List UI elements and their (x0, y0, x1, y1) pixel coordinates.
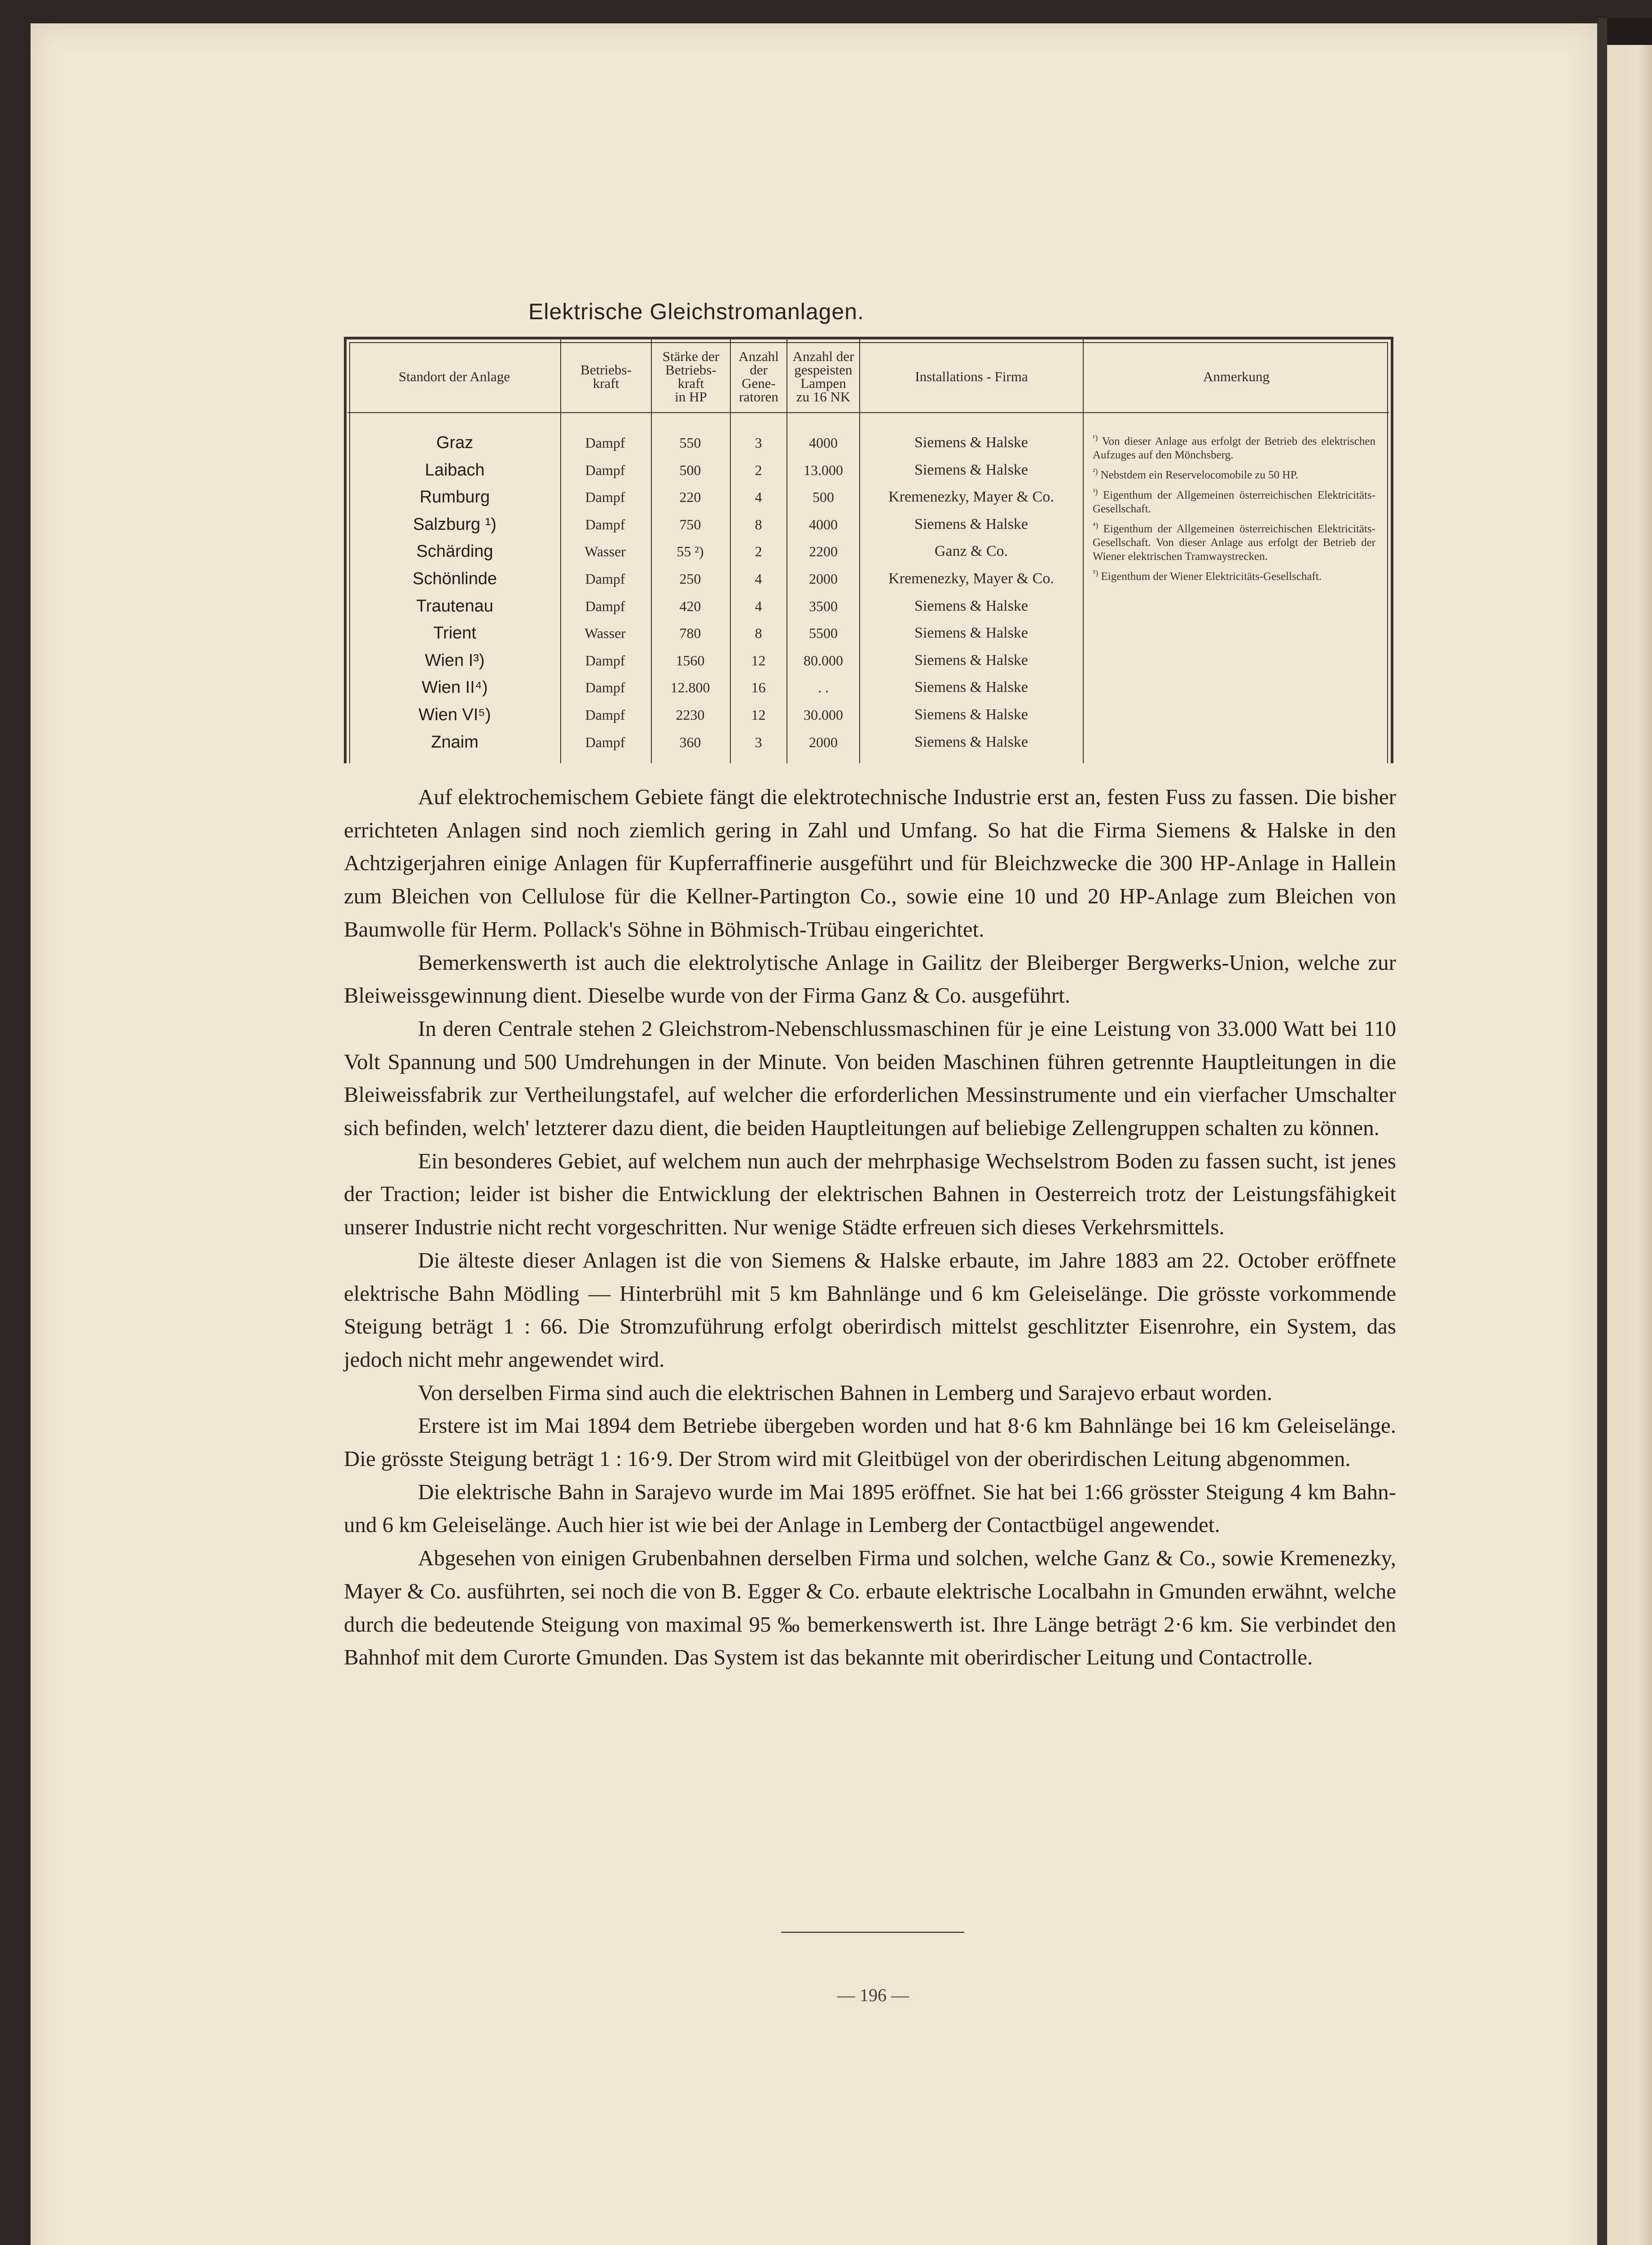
place-cell: Schärding (416, 542, 493, 561)
header-lampen: Anzahl der gespeisten Lampen zu 16 NK (792, 348, 854, 405)
hp-cell: 360 (679, 734, 701, 750)
betriebskraft-cell: Dampf (585, 707, 625, 723)
betriebskraft-cell: Dampf (585, 571, 625, 587)
note: $^{^4)}$ Eigenthum der Allgemeinen österreichischen Elektricitäts-Gesellschaft. Von dieser Anlage aus erfolgt der Betrieb der Wiener elektrischen Tramwaystrecken. (1093, 520, 1375, 563)
closing-rule (781, 1932, 964, 1933)
body-text (344, 780, 1396, 1674)
paragraph: Von derselben Firma sind auch die elektrischen Bahnen in Lemberg und Sarajevo erbaut worden. (418, 1380, 1273, 1405)
firma-cell: Siemens & Halske (914, 461, 1028, 478)
generatoren-cell: 3 (755, 435, 762, 451)
lampen-cell: 80.000 (804, 652, 843, 669)
lampen-cell: . . (818, 679, 829, 696)
place-cell: Trient (433, 624, 476, 643)
generatoren-cell: 4 (755, 489, 762, 506)
header-generatoren: Anzahl der Gene- ratoren (738, 348, 779, 405)
place-cell: Wien VI⁵) (418, 705, 491, 724)
paragraph: Ein besonderes Gebiet, auf welchem nun auch der mehrphasige Wechselstrom Boden zu fassen sucht, ist jenes der Traction; leider ist bisher die Entwicklung der elektrischen Bahnen in Oesterreich trotz der Leistungsfähigkeit unserer Industrie nicht recht vorgeschritten. Nur wenige Städte erfreuen sich dieses Verkehrsmittels. (344, 1148, 1396, 1240)
betriebskraft-cell: Dampf (585, 435, 625, 451)
hp-cell: 1560 (676, 652, 705, 669)
paragraph: Bemerkenswerth ist auch die elektrolytische Anlage in Gailitz der Bleiberger Bergwerks-Union, welche zur Bleiweissgewinnung dient. Dieselbe wurde von der Firma Ganz & Co. ausgeführt. (344, 950, 1396, 1008)
hp-cell: 550 (679, 435, 701, 451)
place-cell: Laibach (425, 460, 485, 480)
lampen-cell: 2000 (809, 734, 838, 750)
header-firma: Installations - Firma (915, 369, 1028, 384)
firma-cell: Siemens & Halske (914, 625, 1028, 642)
firma-cell: Siemens & Halske (914, 434, 1028, 451)
hp-cell: 420 (679, 598, 701, 614)
generatoren-cell: 12 (751, 652, 766, 669)
betriebskraft-cell: Dampf (585, 462, 625, 478)
betriebskraft-cell: Wasser (584, 625, 626, 642)
table-title: Elektrische Gleichstromanlagen. (528, 299, 864, 324)
firma-cell: Kremenezky, Mayer & Co. (888, 570, 1054, 587)
lampen-cell: 500 (813, 489, 834, 506)
place-cell: Znaim (431, 732, 479, 752)
hp-cell: 750 (679, 516, 701, 533)
generatoren-cell: 2 (755, 543, 762, 560)
lampen-cell: 30.000 (804, 707, 843, 723)
generatoren-cell: 16 (751, 679, 766, 696)
betriebskraft-cell: Dampf (585, 516, 625, 533)
generatoren-cell: 8 (755, 516, 762, 533)
page-number: — 196 — (837, 1985, 909, 2005)
betriebskraft-cell: Dampf (585, 598, 625, 614)
place-cell: Trautenau (416, 596, 493, 616)
firma-cell: Siemens & Halske (914, 651, 1028, 669)
header-standort: Standort der Anlage (399, 369, 510, 384)
hp-cell: 250 (679, 571, 701, 587)
place-cell: Graz (436, 433, 474, 452)
firma-cell: Siemens & Halske (914, 597, 1028, 614)
paragraph: Die elektrische Bahn in Sarajevo wurde im Mai 1895 eröffnet. Sie hat bei 1:66 grösster Steigung 4 km Bahn- und 6 km Geleiselänge. Auch hier ist wie bei der Anlage in Lemberg der Contactbügel angewendet. (344, 1479, 1396, 1537)
paragraph: In deren Centrale stehen 2 Gleichstrom-Nebenschlussmaschinen für je eine Leistung von 33.000 Watt bei 110 Volt Spannung und 500 Umdrehungen in der Minute. Von beiden Maschinen führen getrennte Hauptleitungen in die Bleiweissfabrik zur Vertheilungstafel, auf welcher die erforderlichen Messinstrumente und ein vierfacher Umschalter sich befinden, welch' letzterer dazu dient, die beiden Hauptleitungen auf beliebige Zellengruppen schalten zu können. (344, 1016, 1396, 1140)
betriebskraft-cell: Dampf (585, 679, 625, 696)
lampen-cell: 5500 (809, 625, 838, 642)
generatoren-cell: 2 (755, 462, 762, 478)
note: $^{^3)}$ Eigenthum der Allgemeinen österreichischen Elektricitäts-Gesellschaft. (1093, 487, 1376, 515)
firma-cell: Siemens & Halske (914, 733, 1028, 750)
header-divider (347, 412, 1389, 413)
lampen-cell: 13.000 (804, 462, 843, 478)
firma-cell: Siemens & Halske (914, 515, 1028, 533)
lampen-cell: 4000 (809, 435, 838, 451)
generatoren-cell: 4 (755, 571, 762, 587)
place-cell: Rumburg (419, 488, 490, 507)
betriebskraft-cell: Dampf (585, 652, 625, 669)
place-cell: Wien I³) (425, 651, 485, 670)
hp-cell: 55 ²) (677, 543, 704, 560)
hp-cell: 780 (679, 625, 701, 642)
firma-cell: Kremenezky, Mayer & Co. (888, 489, 1054, 506)
place-cell: Salzburg ¹) (413, 515, 496, 534)
adjacent-page-edge (1598, 18, 1652, 2245)
generatoren-cell: 8 (755, 625, 762, 642)
firma-cell: Siemens & Halske (914, 706, 1028, 723)
header-staerke: Stärke der Betriebs- kraft in HP (662, 348, 720, 405)
hp-cell: 220 (679, 489, 701, 506)
hp-cell: 12.800 (670, 679, 710, 696)
header-anmerkung: Anmerkung (1203, 369, 1270, 384)
lampen-cell: 4000 (809, 516, 838, 533)
betriebskraft-cell: Dampf (585, 489, 625, 506)
place-cell: Schönlinde (412, 569, 497, 588)
hp-cell: 2230 (676, 707, 705, 723)
paragraph: Erstere ist im Mai 1894 dem Betriebe übergeben worden und hat 8·6 km Bahnlänge bei 16 km Geleiselänge. Die grösste Steigung beträgt 1 : 16·9. Der Strom wird mit Gleitbügel von der oberirdischen Leitung abgenommen. (344, 1413, 1396, 1471)
firma-cell: Siemens & Halske (914, 679, 1028, 696)
note: $^{^2)}$ Nebstdem ein Reservelocomobile zu 50 HP. (1093, 467, 1298, 481)
lampen-cell: 2000 (809, 571, 838, 587)
generatoren-cell: 3 (755, 734, 762, 750)
paragraph: Die älteste dieser Anlagen ist die von Siemens & Halske erbaute, im Jahre 1883 am 22. October eröffnete elektrische Bahn Mödling — Hinterbrühl mit 5 km Bahnlänge und 6 km Geleiselänge. Die grösste vorkommende Steigung beträgt 1 : 66. Die Stromzuführung erfolgt oberirdisch mittelst geschlitzter Eisenrohre, ein System, das jedoch nicht mehr angewendet wird. (344, 1247, 1396, 1372)
lampen-cell: 2200 (809, 543, 838, 560)
betriebskraft-cell: Dampf (585, 734, 625, 750)
generatoren-cell: 12 (751, 707, 766, 723)
note: $^{^5)}$ Eigenthum der Wiener Elektricitäts-Gesellschaft. (1093, 568, 1322, 583)
paragraph: Auf elektrochemischem Gebiete fängt die elektrotechnische Industrie erst an, festen Fuss zu fassen. Die bisher errichteten Anlagen sind noch ziemlich gering in Zahl und Umfang. So hat die Firma Siemens & Halske in den Achtzigerjahren einige Anlagen für Kupferraffinerie ausgeführt und für Bleichzwecke die 300 HP-Anlage in Hallein zum Bleichen von Cellulose für die Kellner-Partington Co., sowie eine 10 und 20 HP-Anlage zum Bleichen von Baumwolle für Herm. Pollack's Söhne in Böhmisch-Trübau eingerichtet. (344, 784, 1396, 942)
table-notes (1093, 431, 1375, 586)
note: $^{^1)}$ Von dieser Anlage aus erfolgt der Betrieb des elektrischen Aufzuges auf den Mönchsberg. (1093, 433, 1375, 462)
generatoren-cell: 4 (755, 598, 762, 614)
lampen-cell: 3500 (809, 598, 838, 614)
place-cell: Wien II⁴) (422, 678, 488, 697)
firma-cell: Ganz & Co. (934, 543, 1008, 560)
header-betriebskraft: Betriebs- kraft (580, 362, 632, 391)
hp-cell: 500 (679, 462, 701, 478)
paragraph: Abgesehen von einigen Grubenbahnen derselben Firma und solchen, welche Ganz & Co., sowie Kremenezky, Mayer & Co. ausführten, sei noch die von B. Egger & Co. erbaute elektrische Localbahn in Gmunden erwähnt, welche durch die bedeutende Steigung von maximal 95 ‰ bemerkenswerth ist. Ihre Länge beträgt 2·6 km. Sie verbindet den Bahnhof mit dem Curorte Gmunden. Das System ist das bekannte mit oberirdischer Leitung und Contactrolle. (344, 1545, 1396, 1670)
betriebskraft-cell: Wasser (584, 543, 626, 560)
